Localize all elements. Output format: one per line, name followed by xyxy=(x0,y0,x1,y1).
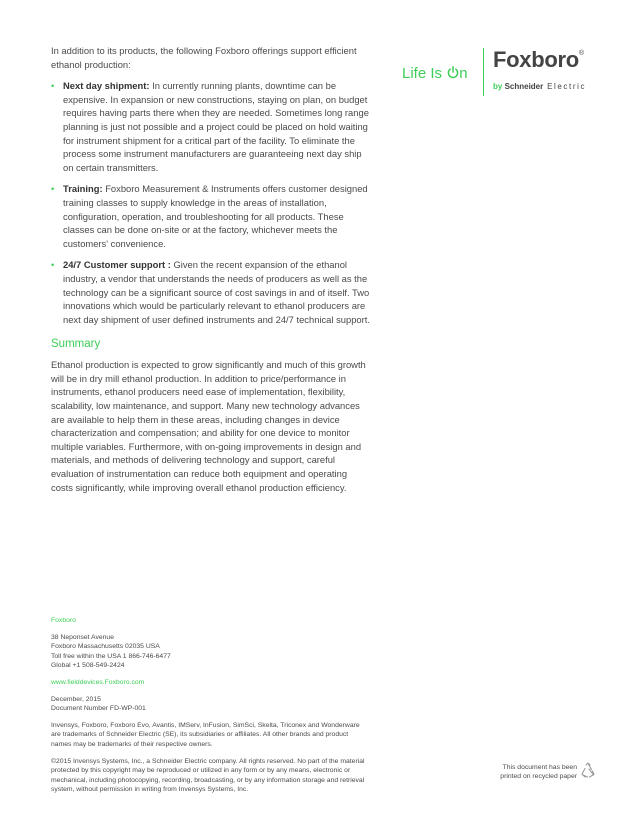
schneider-byline xyxy=(493,82,586,91)
summary-paragraph: Ethanol production is expected to grow significantly and much of this growth will be in dry mill ethanol production. In addition to price/performance in instruments, ethanol producers need ease of implementation, flexibility, scalability, low maintenance, and support. Many new technology advances are available to help them in these areas, including changes in device characterization and compensation; and ability for one device to monitor multiple variables. Furthermore, with on-going improvements in design and materials, and methods of delivering technology and support, careful evaluation of instrumentation can reduce both equipment and operating costs significantly, while improving overall ethanol production efficiency. xyxy=(51,359,366,493)
tagline-text: Life Is xyxy=(402,65,447,82)
brand-name xyxy=(493,47,584,73)
copyright-notice: ©2015 Invensys Systems, Inc., a Schneider Electric company. All rights reserved. No part of the material protected by this copyright may be reproduced or utilized in any form or by any means, electronic or mechanical, including photocopying, recording, broadcasting, or by any information storage and retrieval system, without permission in writing from Invensys Systems, Inc. xyxy=(51,757,365,794)
tagline-suffix: n xyxy=(459,65,468,82)
list-item xyxy=(51,79,371,174)
bullet-title: Training: xyxy=(63,183,103,195)
address-line: Global +1 508-549-2424 xyxy=(51,662,125,670)
list-item xyxy=(51,182,371,250)
recycled-notice xyxy=(487,763,577,782)
bullet-text: Foxboro Measurement & Instruments offers customer designed training classes to supply knowledge in the areas of installation, configuration, operation, and troubleshooting for all products. These classes can be done on-site or at the factory, whichever meets the customers' convenience. xyxy=(63,183,368,249)
address-line: 38 Neponset Avenue xyxy=(51,633,114,641)
offerings-list xyxy=(51,79,371,326)
electric-text: Electric xyxy=(543,82,587,91)
life-is-on-tagline xyxy=(402,65,468,82)
bullet-text: In currently running plants, downtime can be expensive. In expansion or new constructions, staying on plan, on budget requires having parts there when they are needed. Sometimes long range planning is just not possible and a project could be placed on hold waiting for instrument shipment for a critical part of the facility. To eliminate the process some instrument manufacturers are guaranteeing next day ship on certain transmitters. xyxy=(63,80,369,173)
by-text: by xyxy=(493,82,505,91)
document-number: Document Number FD-WP-001 xyxy=(51,705,146,713)
footer xyxy=(51,616,366,795)
brand-text: Foxboro xyxy=(493,47,579,72)
bullet-text: Given the recent expansion of the ethanol industry, a vendor that understands the needs of producers as well as the technology can be a significant source of cost savings in and of itself. Two innovations which would be particularly relevant to ethanol producers are next day shipment of user defined instruments and 24/7 technical support. xyxy=(63,259,370,325)
document-date: December, 2015 xyxy=(51,695,101,703)
list-item xyxy=(51,258,371,326)
power-icon xyxy=(447,66,459,79)
trademark-notice: Invensys, Foxboro, Foxboro Evo, Avantis, IMServ, InFusion, SimSci, Skelta, Triconex and Wonderware are trademarks of Schneider Electric (SE), its subsidiaries or affiliates. All other brands and product names may be trademarks of their respective owners. xyxy=(51,721,360,748)
summary-heading: Summary xyxy=(51,338,101,351)
schneider-text: Schneider xyxy=(504,82,544,91)
recycled-line: This document has been xyxy=(502,764,577,771)
bullet-icon: • xyxy=(51,80,55,92)
address-line: Foxboro Massachusetts 02035 USA xyxy=(51,643,160,651)
footer-company: Foxboro xyxy=(51,617,76,624)
address-line: Toll free within the USA 1 866-746-6477 xyxy=(51,652,171,660)
recycled-line: printed on recycled paper xyxy=(500,773,577,781)
registered-mark: ® xyxy=(578,50,584,57)
bullet-title: Next day shipment: xyxy=(63,80,150,92)
logo-divider xyxy=(483,48,484,96)
bullet-icon: • xyxy=(51,259,55,271)
bullet-icon: • xyxy=(51,183,55,195)
foxboro-logo xyxy=(402,47,602,107)
recycle-icon xyxy=(579,762,597,780)
main-content xyxy=(51,44,371,494)
bullet-title: 24/7 Customer support : xyxy=(63,259,171,271)
intro-paragraph: In addition to its products, the following Foxboro offerings support efficient ethanol production: xyxy=(51,45,357,70)
website-link[interactable]: www.fielddevices.Foxboro.com xyxy=(51,678,145,686)
